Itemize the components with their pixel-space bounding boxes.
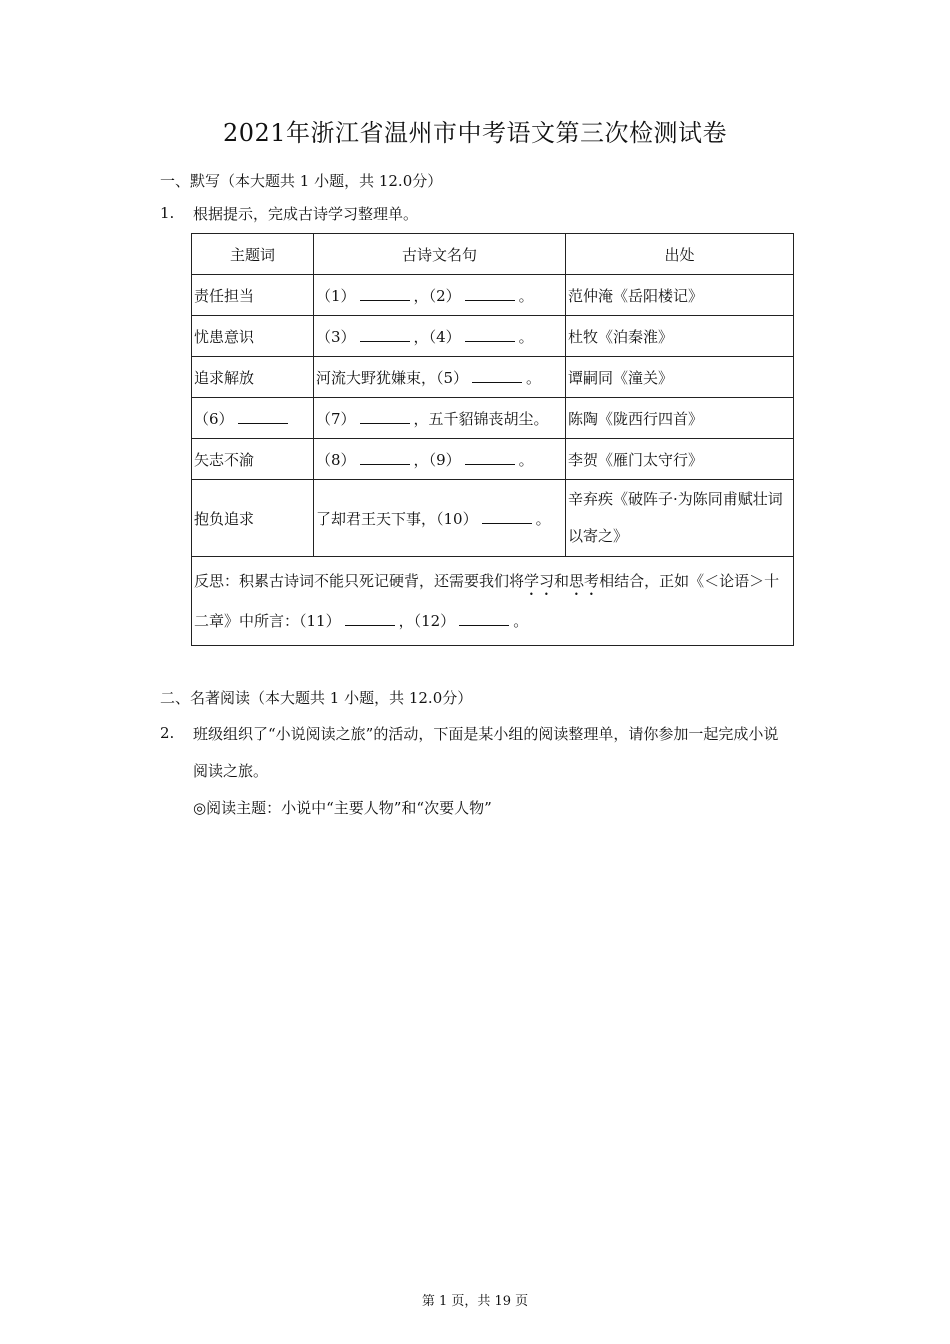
row-lines: 了却君王天下事，（10） 。 xyxy=(314,480,566,557)
fill-blank-7[interactable] xyxy=(360,409,410,424)
question-1-text: 根据提示，完成古诗学习整理单。 xyxy=(193,205,419,223)
row-source: 范仲淹《岳阳楼记》 xyxy=(566,275,794,316)
row-lines: （8） ，（9） 。 xyxy=(314,439,566,480)
row-theme: 矢志不渝 xyxy=(192,439,314,480)
table-row xyxy=(192,398,794,439)
row-source: 陈陶《陇西行四首》 xyxy=(566,398,794,439)
row-theme: 忧患意识 xyxy=(192,316,314,357)
row-source: 杜牧《泊秦淮》 xyxy=(566,316,794,357)
row-lines: （7） ，五千貂锦丧胡尘。 xyxy=(314,398,566,439)
row-lines: 河流大野犹嫌束，（5） 。 xyxy=(314,357,566,398)
question-2-number: 2. xyxy=(160,724,175,742)
fill-blank-8[interactable] xyxy=(360,450,410,465)
row-source: 李贺《雁门太守行》 xyxy=(566,439,794,480)
row-lines: （3） ，（4） 。 xyxy=(314,316,566,357)
reflection-cell: 反思：积累古诗词不能只死记硬背，还需要我们将学习和思考相结合，正如《＜论语＞十二章》中所言：（11） ，（12） 。 xyxy=(192,557,794,646)
poem-study-table xyxy=(191,233,794,646)
row-theme: 追求解放 xyxy=(192,357,314,398)
table-row xyxy=(192,357,794,398)
header-lines: 古诗文名句 xyxy=(314,234,566,275)
row-theme: 抱负追求 xyxy=(192,480,314,557)
fill-blank-6[interactable] xyxy=(238,409,288,424)
table-row xyxy=(192,275,794,316)
fill-blank-2[interactable] xyxy=(465,286,515,301)
row-lines: （1） ，（2） 。 xyxy=(314,275,566,316)
row-theme: （6） xyxy=(192,398,314,439)
emphasis-study: 学习 xyxy=(524,572,555,590)
header-source: 出处 xyxy=(566,234,794,275)
fill-blank-10[interactable] xyxy=(482,509,532,524)
page-title: 2021年浙江省温州市中考语文第三次检测试卷 xyxy=(222,119,728,147)
question-1-number: 1. xyxy=(160,204,175,222)
emphasis-think: 思考 xyxy=(569,572,600,590)
row-theme: 责任担当 xyxy=(192,275,314,316)
table-row xyxy=(192,480,794,557)
section-1-heading: 一、默写（本大题共 1 小题，共 12.0分） xyxy=(160,172,443,190)
fill-blank-1[interactable] xyxy=(360,286,410,301)
header-theme: 主题词 xyxy=(192,234,314,275)
page-footer: 第 1 页，共 19 页 xyxy=(421,1294,529,1309)
row-source: 谭嗣同《潼关》 xyxy=(566,357,794,398)
row-source: 辛弃疾《破阵子·为陈同甫赋壮词以寄之》 xyxy=(566,480,794,557)
fill-blank-12[interactable] xyxy=(459,611,509,626)
fill-blank-9[interactable] xyxy=(465,450,515,465)
reading-theme-line: ◎阅读主题：小说中“主要人物”和“次要人物” xyxy=(193,799,492,817)
table-header-row xyxy=(192,234,794,275)
fill-blank-11[interactable] xyxy=(345,611,395,626)
fill-blank-3[interactable] xyxy=(360,327,410,342)
reflection-row xyxy=(192,557,794,646)
question-2-text: 班级组织了“小说阅读之旅”的活动，下面是某小组的阅读整理单，请你参加一起完成小说阅读之旅。 xyxy=(193,725,779,780)
fill-blank-5[interactable] xyxy=(472,368,522,383)
section-2-heading: 二、名著阅读（本大题共 1 小题，共 12.0分） xyxy=(160,689,473,707)
table-row xyxy=(192,439,794,480)
table-row xyxy=(192,316,794,357)
fill-blank-4[interactable] xyxy=(465,327,515,342)
